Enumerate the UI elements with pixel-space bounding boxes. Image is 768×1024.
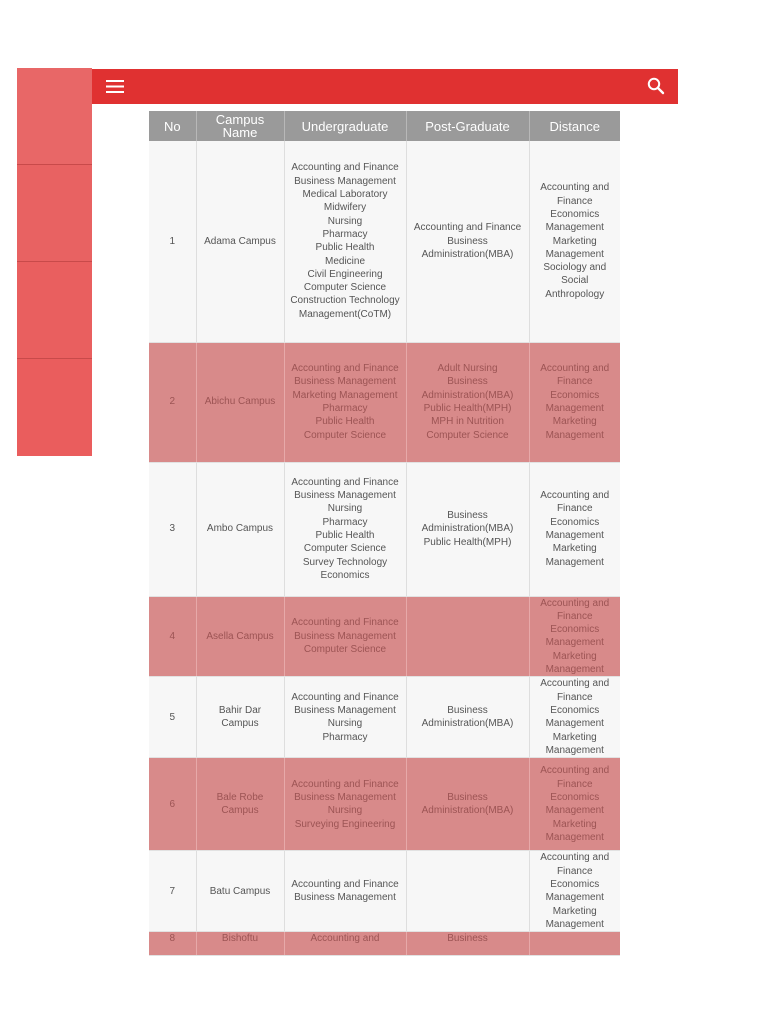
row-number: 4 xyxy=(149,596,196,677)
side-drawer-item[interactable] xyxy=(17,165,92,262)
program-line: Marketing Management xyxy=(545,731,604,756)
post-graduate-programs xyxy=(406,758,529,851)
campus-name: Asella Campus xyxy=(196,596,284,677)
program-line: Management xyxy=(545,222,604,234)
campus-programs-table xyxy=(149,111,620,956)
program-line: Marketing Management xyxy=(545,416,604,441)
program-line: Economics xyxy=(550,516,600,528)
program-line: Nursing xyxy=(327,503,363,515)
row-number: 3 xyxy=(149,462,196,596)
table-row[interactable] xyxy=(149,932,620,956)
program-line: Marketing Management xyxy=(545,905,604,930)
distance-programs xyxy=(529,141,620,342)
program-line: Public Health xyxy=(315,416,375,428)
program-line: Civil Engineering xyxy=(307,268,383,280)
program-line: Nursing xyxy=(327,718,363,730)
program-line: Accounting and xyxy=(310,933,380,945)
program-line: Business Administration(MBA) xyxy=(421,510,514,535)
table-row[interactable] xyxy=(149,677,620,758)
table-row[interactable] xyxy=(149,462,620,596)
program-line: Accounting and Finance xyxy=(540,852,610,877)
table-row[interactable] xyxy=(149,851,620,932)
row-number: 8 xyxy=(149,932,196,956)
program-line: Economics xyxy=(550,624,600,636)
table-row[interactable] xyxy=(149,758,620,851)
program-line: Computer Science xyxy=(303,282,387,294)
table-row[interactable] xyxy=(149,596,620,677)
program-line: Economics xyxy=(550,791,600,803)
program-line: Nursing xyxy=(327,215,363,227)
undergraduate-programs xyxy=(284,851,406,932)
header-undergraduate: Undergraduate xyxy=(284,111,406,141)
program-line: Sociology and Social Anthropology xyxy=(543,262,607,300)
program-line: MPH in Nutrition xyxy=(431,416,504,428)
program-line: Accounting and Finance xyxy=(540,597,610,622)
program-line: Accounting and Finance xyxy=(540,765,610,790)
row-number: 6 xyxy=(149,758,196,851)
program-line: Accounting and Finance xyxy=(413,222,522,234)
campus-name: Bishoftu xyxy=(196,932,284,956)
program-line: Economics xyxy=(320,569,370,581)
undergraduate-programs xyxy=(284,677,406,758)
post-graduate-programs xyxy=(406,342,529,462)
program-line: Marketing Management xyxy=(545,650,604,675)
side-drawer-panel xyxy=(17,68,92,456)
program-line: Accounting and Finance xyxy=(540,490,610,515)
program-line: Economics xyxy=(550,704,600,716)
post-graduate-programs xyxy=(406,141,529,342)
undergraduate-programs xyxy=(284,758,406,851)
program-line: Management xyxy=(545,892,604,904)
program-line: Computer Science xyxy=(426,429,509,441)
row-number: 5 xyxy=(149,677,196,758)
table-row[interactable] xyxy=(149,141,620,342)
post-graduate-programs xyxy=(406,932,529,956)
post-graduate-programs xyxy=(406,851,529,932)
distance-programs xyxy=(529,932,620,956)
search-icon[interactable] xyxy=(646,76,666,96)
program-line: Accounting and Finance xyxy=(291,878,399,890)
program-line: Public Health xyxy=(315,530,375,541)
program-line: Management xyxy=(545,805,604,817)
program-line: Business Administration(MBA) xyxy=(421,376,514,401)
undergraduate-programs xyxy=(284,596,406,677)
campus-name: Bahir Dar Campus xyxy=(196,677,284,758)
program-line: Accounting and Finance xyxy=(291,691,399,703)
row-number: 2 xyxy=(149,342,196,462)
program-line: Marketing Management xyxy=(545,543,604,568)
row-number: 1 xyxy=(149,141,196,342)
undergraduate-programs xyxy=(284,462,406,596)
program-line: Management xyxy=(545,530,604,541)
distance-programs xyxy=(529,851,620,932)
program-line: Business Management xyxy=(294,490,396,502)
program-line: Midwifery xyxy=(323,202,367,214)
program-line: Computer Science xyxy=(303,429,387,441)
program-line: Medicine xyxy=(324,255,366,267)
header-no: No xyxy=(149,111,196,141)
program-line: Medical Laboratory xyxy=(302,189,388,201)
program-line: Accounting and Finance xyxy=(291,476,399,488)
undergraduate-programs xyxy=(284,932,406,956)
program-line: Business Administration(MBA) xyxy=(421,791,514,817)
undergraduate-programs xyxy=(284,141,406,342)
side-drawer-item[interactable] xyxy=(17,359,92,456)
program-line: Accounting and Finance xyxy=(540,363,610,388)
program-line: Adult Nursing xyxy=(437,363,498,375)
side-drawer-item[interactable] xyxy=(17,262,92,359)
program-line: Management xyxy=(545,403,604,414)
program-line: Marketing Management xyxy=(545,235,604,260)
program-line: Accounting and Finance xyxy=(291,617,399,629)
program-line: Business xyxy=(447,933,488,945)
post-graduate-programs xyxy=(406,677,529,758)
program-line: Accounting and Finance xyxy=(291,363,399,375)
side-drawer-item[interactable] xyxy=(17,68,92,165)
undergraduate-programs xyxy=(284,342,406,462)
distance-programs xyxy=(529,677,620,758)
program-line: Surveying Engineering xyxy=(294,818,396,830)
program-line: Pharmacy xyxy=(322,403,368,414)
header-post-graduate: Post-Graduate xyxy=(406,111,529,141)
campus-name: Bale Robe Campus xyxy=(196,758,284,851)
header-distance: Distance xyxy=(529,111,620,141)
distance-programs xyxy=(529,342,620,462)
post-graduate-programs xyxy=(406,462,529,596)
program-line: Pharmacy xyxy=(322,228,368,240)
app-toolbar xyxy=(92,69,678,104)
program-line: Public Health(MPH) xyxy=(423,536,512,548)
program-line: Marketing Management xyxy=(545,818,604,843)
distance-programs xyxy=(529,596,620,677)
program-line: Management xyxy=(545,637,604,649)
distance-programs xyxy=(529,758,620,851)
program-line: Public Health(MPH) xyxy=(423,403,512,414)
program-line: Construction Technology Management(CoTM) xyxy=(290,295,400,320)
program-line: Accounting and Finance xyxy=(291,162,399,174)
program-line: Public Health xyxy=(315,242,375,254)
program-line: Business Management xyxy=(294,791,396,803)
program-line: Business Management xyxy=(294,376,396,388)
program-line: Pharmacy xyxy=(322,731,368,743)
program-line: Business Management xyxy=(294,892,396,904)
post-graduate-programs xyxy=(406,596,529,677)
header-campus-name: Campus Name xyxy=(196,111,284,141)
program-line: Accounting and Finance xyxy=(540,678,610,703)
table-row[interactable] xyxy=(149,342,620,462)
program-line: Survey Technology xyxy=(302,556,388,568)
program-line: Management xyxy=(545,718,604,730)
program-line: Nursing xyxy=(327,805,363,817)
program-line: Economics xyxy=(550,209,600,220)
program-line: Economics xyxy=(550,389,600,401)
campus-name: Ambo Campus xyxy=(196,462,284,596)
program-line: Accounting and Finance xyxy=(540,182,610,207)
program-line: Business Management xyxy=(294,704,396,716)
program-line: Computer Science xyxy=(303,644,387,656)
program-line: Accounting and Finance xyxy=(291,778,399,790)
program-line: Business Administration(MBA) xyxy=(421,235,514,260)
program-line: Pharmacy xyxy=(322,516,368,528)
program-line: Economics xyxy=(550,878,600,890)
program-line: Business Administration(MBA) xyxy=(421,704,514,730)
campus-name: Abichu Campus xyxy=(196,342,284,462)
campus-name: Batu Campus xyxy=(196,851,284,932)
program-line: Marketing Management xyxy=(292,389,398,401)
program-line: Business Management xyxy=(294,630,396,642)
program-line: Business Management xyxy=(294,175,396,187)
table-header-row xyxy=(149,111,620,141)
distance-programs xyxy=(529,462,620,596)
hamburger-icon[interactable] xyxy=(106,78,124,95)
program-line: Computer Science xyxy=(303,543,387,555)
campus-name: Adama Campus xyxy=(196,141,284,342)
row-number: 7 xyxy=(149,851,196,932)
